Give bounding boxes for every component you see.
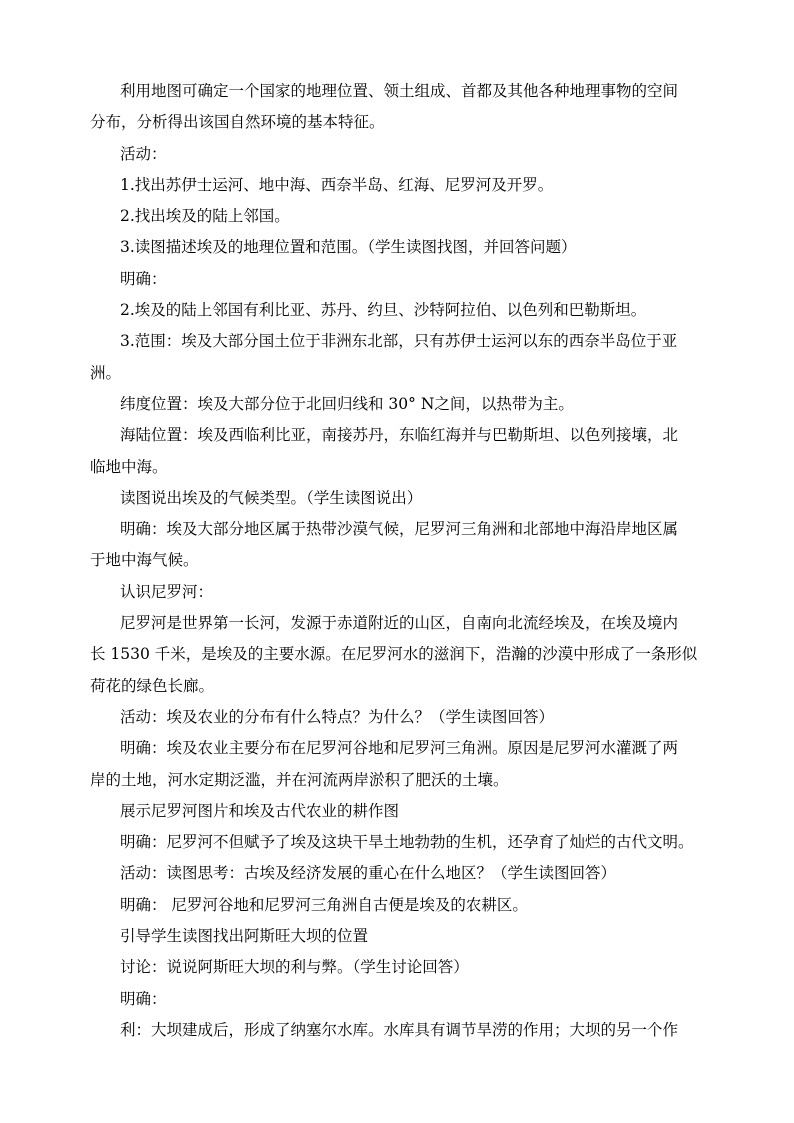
text-line: 明确： 尼罗河谷地和尼罗河三角洲自古便是埃及的农耕区。 [120, 895, 528, 914]
text-line: 3.读图描述埃及的地理位置和范围。（学生读图找图，并回答问题） [120, 238, 577, 257]
text-line: 活动： [120, 144, 167, 163]
text-line: 岸的土地，河水定期泛滥，并在河流两岸淤积了肥沃的土壤。 [90, 770, 509, 789]
text-line: 分布，分析得出该国自然环境的基本特征。 [90, 113, 385, 132]
text-line: 临地中海。 [90, 457, 168, 476]
text-line: 明确： [120, 989, 167, 1008]
text-line: 讨论：说说阿斯旺大坝的利与弊。（学生讨论回答） [120, 958, 469, 977]
text-line: 认识尼罗河： [120, 582, 214, 601]
text-line: 海陆位置：埃及西临利比亚，南接苏丹，东临红海并与巴勒斯坦、以色列接壤，北 [120, 426, 679, 445]
text-line: 纬度位置：埃及大部分位于北回归线和 30° N之间，以热带为主。 [120, 394, 574, 413]
text-line: 长 1530 千米，是埃及的主要水源。在尼罗河水的滋润下，浩瀚的沙漠中形成了一条形似 [90, 645, 698, 664]
text-line: 荷花的绿色长廊。 [90, 676, 215, 695]
text-line: 明确：埃及大部分地区属于热带沙漠气候，尼罗河三角洲和北部地中海沿岸地区属 [120, 520, 679, 539]
text-line: 活动：读图思考：古埃及经济发展的重心在什么地区？（学生读图回答） [120, 864, 617, 883]
text-line: 于地中海气候。 [90, 551, 199, 570]
text-line: 2.找出埃及的陆上邻国。 [120, 207, 290, 226]
text-line: 3.范围：埃及大部分国土位于非洲东北部，只有苏伊士运河以东的西奈半岛位于亚 [120, 332, 678, 351]
text-line: 读图说出埃及的气候类型。（学生读图说出） [120, 488, 423, 507]
text-line: 引导学生读图找出阿斯旺大坝的位置 [120, 927, 369, 946]
text-line: 明确：尼罗河不但赋予了埃及这块干旱土地勃勃的生机，还孕育了灿烂的古代文明。 [120, 833, 694, 852]
text-line: 明确：埃及农业主要分布在尼罗河谷地和尼罗河三角洲。原因是尼罗河水灌溉了两 [120, 739, 679, 758]
text-line: 1.找出苏伊士运河、地中海、西奈半岛、红海、尼罗河及开罗。 [120, 175, 554, 194]
text-line: 2.埃及的陆上邻国有利比亚、苏丹、约旦、沙特阿拉伯、以色列和巴勒斯坦。 [120, 301, 647, 320]
text-line: 利：大坝建成后，形成了纳塞尔水库。水库具有调节旱涝的作用；大坝的另一个作 [120, 1020, 679, 1039]
text-line: 活动：埃及农业的分布有什么特点？为什么？（学生读图回答） [120, 707, 555, 726]
text-line: 利用地图可确定一个国家的地理位置、领土组成、首都及其他各种地理事物的空间 [120, 82, 679, 100]
document-body [90, 76, 702, 1046]
text-line: 洲。 [90, 363, 122, 382]
text-line: 明确： [120, 269, 167, 288]
text-line: 尼罗河是世界第一长河，发源于赤道附近的山区，自南向北流经埃及，在埃及境内 [120, 614, 679, 633]
text-line: 展示尼罗河图片和埃及古代农业的耕作图 [120, 801, 400, 820]
